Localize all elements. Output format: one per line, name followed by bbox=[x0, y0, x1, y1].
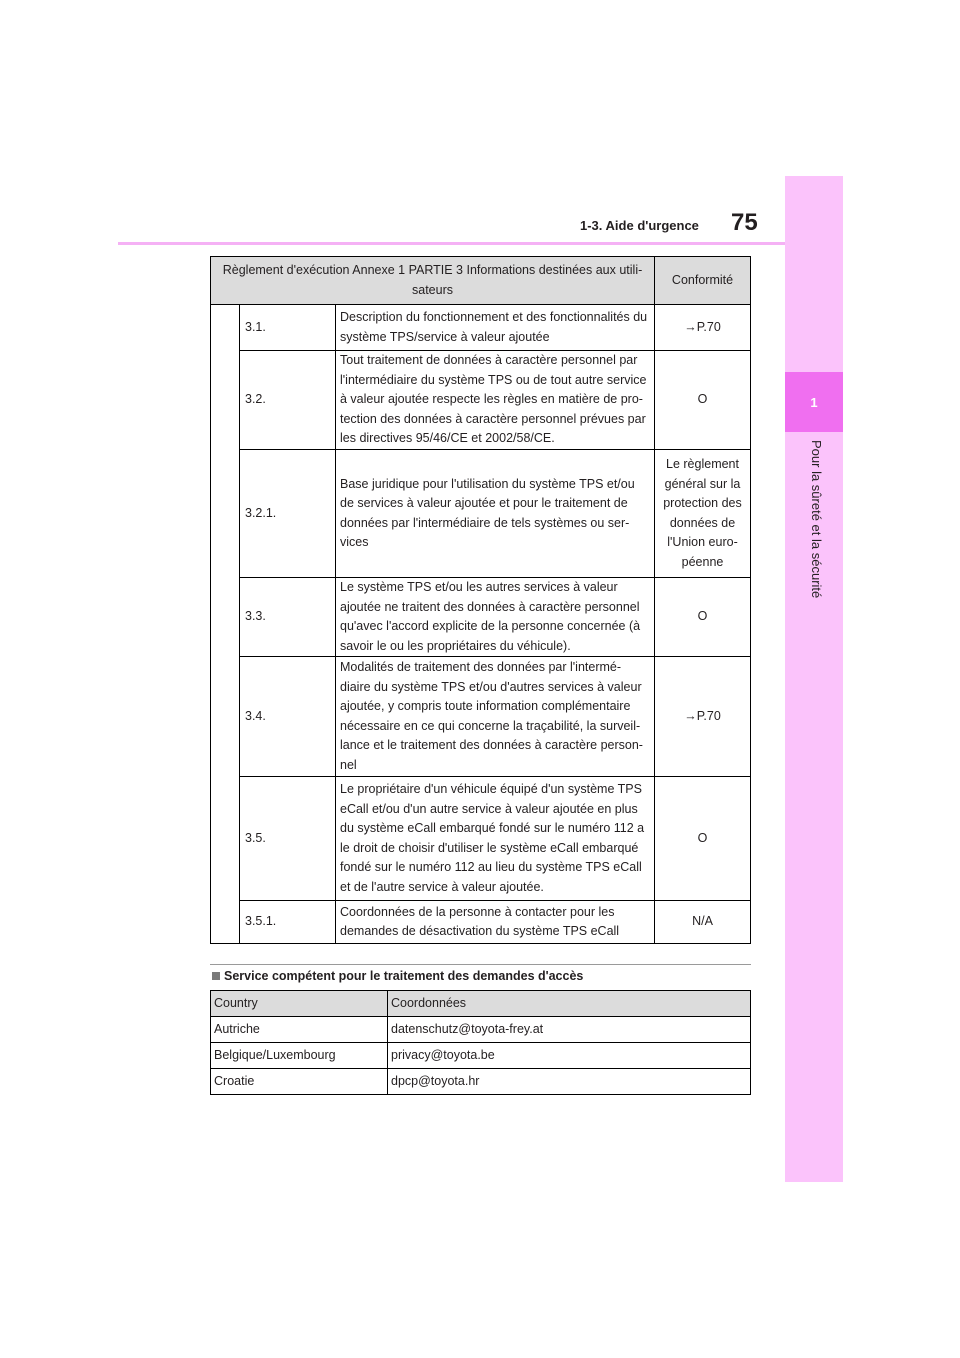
row-conformity: O bbox=[655, 777, 751, 901]
row-number: 3.5.1. bbox=[240, 901, 336, 944]
header-conformity: Conformité bbox=[655, 257, 751, 305]
row-description: Base juridique pour l'utilisation du système TPS et/ou de services à valeur ajoutée et pour le traitement de données par l'intermédiaire de tels systèmes ou ser- vices bbox=[336, 450, 655, 578]
chapter-side-tab bbox=[785, 176, 843, 1182]
indent-cell bbox=[211, 777, 240, 901]
contact-cell: datenschutz@toyota-frey.at bbox=[388, 1017, 751, 1043]
chapter-number-badge: 1 bbox=[785, 372, 843, 432]
row-number: 3.2. bbox=[240, 351, 336, 450]
row-description: Description du fonctionnement et des fonctionnalités du système TPS/service à valeur ajoutée bbox=[336, 305, 655, 351]
row-number: 3.5. bbox=[240, 777, 336, 901]
contact-table bbox=[210, 990, 751, 1095]
section-heading-text: Service compétent pour le traitement des demandes d'accès bbox=[224, 969, 584, 983]
indent-cell bbox=[211, 578, 240, 657]
row-description: Coordonnées de la personne à contacter pour les demandes de désactivation du système TPS eCall bbox=[336, 901, 655, 944]
section-divider bbox=[210, 964, 751, 965]
chapter-title-vertical: Pour la sûreté et la sécurité bbox=[809, 440, 824, 599]
contact-cell: dpcp@toyota.hr bbox=[388, 1069, 751, 1095]
table-row bbox=[211, 1043, 751, 1069]
table-row bbox=[211, 450, 751, 578]
row-number: 3.4. bbox=[240, 657, 336, 777]
row-conformity: →P.70 bbox=[655, 305, 751, 351]
table-row bbox=[211, 578, 751, 657]
row-conformity: →P.70 bbox=[655, 657, 751, 777]
table-row bbox=[211, 777, 751, 901]
section-heading bbox=[212, 969, 583, 983]
compliance-table-header bbox=[211, 257, 751, 305]
table-row bbox=[211, 901, 751, 944]
header-regulation: Règlement d'exécution Annexe 1 PARTIE 3 Informations destinées aux utili- sateurs bbox=[211, 257, 655, 305]
section-title: 1-3. Aide d'urgence bbox=[580, 218, 699, 233]
row-description: Modalités de traitement des données par l'intermé- diaire du système TPS et/ou d'autres services à valeur ajoutée, y compris toute information complémentaire nécessaire en ce qui concerne la traçabilité, la surveil- lance et le traitement des données à caractère person- nel bbox=[336, 657, 655, 777]
indent-cell bbox=[211, 305, 240, 351]
compliance-table bbox=[210, 256, 751, 944]
row-conformity: O bbox=[655, 578, 751, 657]
square-bullet-icon bbox=[212, 972, 220, 980]
table-row bbox=[211, 305, 751, 351]
country-cell: Belgique/Luxembourg bbox=[211, 1043, 388, 1069]
row-description: Tout traitement de données à caractère personnel par l'intermédiaire du système TPS ou de tout autre service à valeur ajoutée respecte les règles en matière de pro- tection des données à caractère personnel prévues par les directives 95/46/CE et 2002/58/CE. bbox=[336, 351, 655, 450]
row-conformity: Le règlement général sur la protection des données de l'Union euro- péenne bbox=[655, 450, 751, 578]
header-divider bbox=[118, 242, 785, 245]
row-conformity: N/A bbox=[655, 901, 751, 944]
row-description: Le propriétaire d'un véhicule équipé d'un système TPS eCall et/ou d'un autre service à valeur ajoutée en plus du système eCall embarqué fondé sur le numéro 112 a le droit de choisir d'utiliser le système eCall embarqué fondé sur le numéro 112 au lieu du système TPS eCall et de l'autre service à valeur ajoutée. bbox=[336, 777, 655, 901]
table-row bbox=[211, 657, 751, 777]
table-row bbox=[211, 1069, 751, 1095]
table-row bbox=[211, 351, 751, 450]
page-number: 75 bbox=[731, 209, 758, 236]
header-country: Country bbox=[211, 991, 388, 1017]
row-conformity: O bbox=[655, 351, 751, 450]
row-number: 3.3. bbox=[240, 578, 336, 657]
indent-cell bbox=[211, 901, 240, 944]
contact-cell: privacy@toyota.be bbox=[388, 1043, 751, 1069]
row-number: 3.2.1. bbox=[240, 450, 336, 578]
table-row bbox=[211, 1017, 751, 1043]
country-cell: Croatie bbox=[211, 1069, 388, 1095]
row-number: 3.1. bbox=[240, 305, 336, 351]
row-description: Le système TPS et/ou les autres services à valeur ajoutée ne traitent des données à caractère personnel qu'avec l'accord explicite de la personne concernée (à savoir le ou les propriétaires du véhicule). bbox=[336, 578, 655, 657]
indent-cell bbox=[211, 450, 240, 578]
country-cell: Autriche bbox=[211, 1017, 388, 1043]
indent-cell bbox=[211, 351, 240, 450]
indent-cell bbox=[211, 657, 240, 777]
contact-table-header bbox=[211, 991, 751, 1017]
header-contact: Coordonnées bbox=[388, 991, 751, 1017]
